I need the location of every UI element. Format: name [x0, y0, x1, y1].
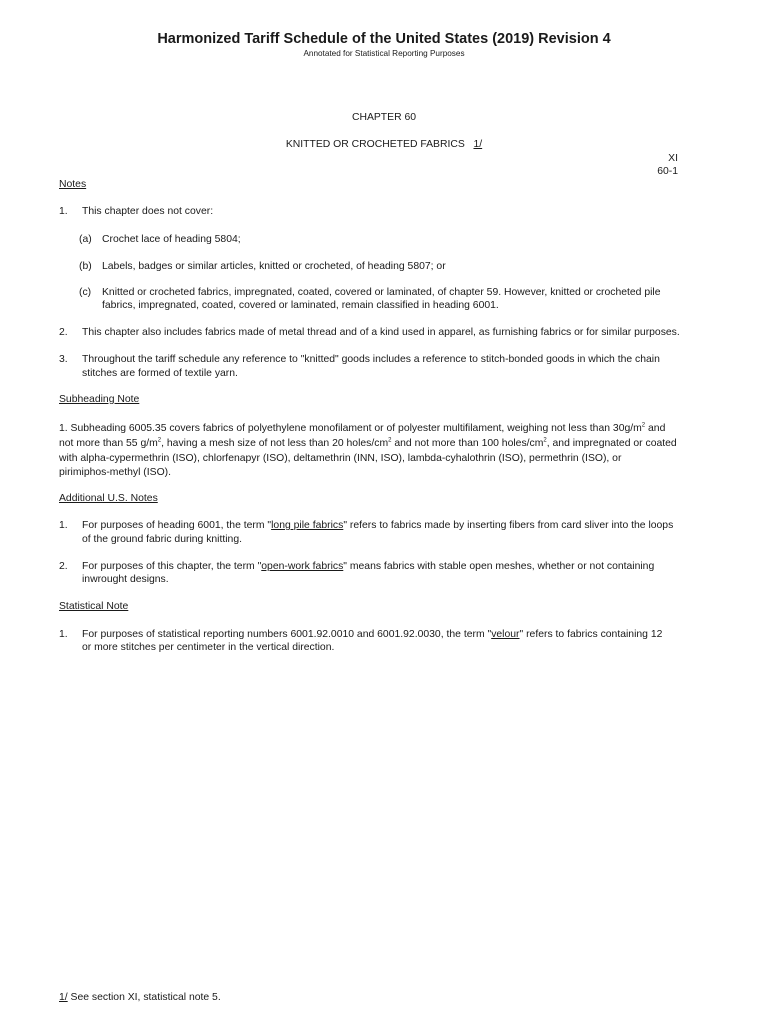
note-1a-text: Crochet lace of heading 5804; [102, 234, 241, 245]
note-1-number: 1. [59, 206, 68, 217]
note-3-line-1: Throughout the tariff schedule any reference to "knitted" goods includes a reference to stitch-bonded goods in which the chain [82, 354, 660, 365]
text-run: 1. Subheading 6005.35 covers fabrics of polyethylene monofilament or of polyester multifilament, weighing not less than 30g/m [59, 423, 642, 434]
subheading-note-line-2 [59, 437, 689, 451]
chapter-label: CHAPTER 60 [351, 112, 417, 123]
additional-note-1-number: 1. [59, 520, 68, 531]
text-run: " means fabrics with stable open meshes, whether or not containing [343, 561, 655, 572]
text-run: For purposes of this chapter, the term " [82, 561, 262, 572]
document-subtitle: Annotated for Statistical Reporting Purposes [303, 49, 465, 58]
defined-term: long pile fabrics [271, 520, 344, 531]
statistical-note-1-line-1 [82, 628, 688, 642]
note-1b-text: Labels, badges or similar articles, knitted or crocheted, of heading 5807; or [102, 261, 446, 272]
text-run: " refers to fabrics made by inserting fibers from card sliver into the loops [343, 520, 674, 531]
section-number: XI [668, 153, 678, 164]
subheading-note-heading: Subheading Note [59, 394, 140, 405]
chapter-name: KNITTED OR CROCHETED FABRICS [285, 139, 465, 150]
additional-us-notes-heading: Additional U.S. Notes [59, 493, 158, 504]
superscript: 2 [641, 422, 646, 429]
chapter-footnote-ref: 1/ [473, 139, 483, 150]
text-run: " refers to fabrics containing 12 [519, 629, 663, 640]
text-run: , and impregnated or coated [546, 438, 677, 449]
footnote [59, 991, 221, 1005]
additional-note-2-line-1 [82, 560, 688, 574]
statistical-note-heading: Statistical Note [59, 601, 129, 612]
text-run: not more than 55 g/m [59, 438, 158, 449]
note-3-line-2: stitches are formed of textile yarn. [82, 368, 238, 379]
note-1-text: This chapter does not cover: [82, 206, 214, 217]
page-number: 60-1 [657, 166, 678, 177]
superscript: 2 [157, 437, 162, 444]
note-1a-label: (a) [79, 234, 92, 245]
text-run: and not more than 100 holes/cm [391, 438, 544, 449]
note-1c-line-1: Knitted or crocheted fabrics, impregnated, coated, covered or laminated, of chapter 59. However, knitted or crocheted pile [102, 287, 661, 298]
text-run: For purposes of heading 6001, the term " [82, 520, 272, 531]
note-2-text: This chapter also includes fabrics made of metal thread and of a kind used in apparel, as furnishing fabrics or for similar purposes. [82, 327, 680, 338]
text-run: , having a mesh size of not less than 20 holes/cm [161, 438, 389, 449]
note-2-number: 2. [59, 327, 68, 338]
statistical-note-1-number: 1. [59, 629, 68, 640]
defined-term: velour [491, 629, 520, 640]
footnote-ref: 1/ [59, 992, 68, 1003]
subheading-note-line-1 [59, 422, 689, 436]
document-title: Harmonized Tariff Schedule of the United States (2019) Revision 4 [157, 31, 611, 47]
text-run: For purposes of statistical reporting numbers 6001.92.0010 and 6001.92.0030, the term " [82, 629, 492, 640]
chapter-title [0, 138, 768, 152]
notes-heading: Notes [59, 179, 87, 190]
statistical-note-1-line-2: or more stitches per centimeter in the vertical direction. [82, 642, 335, 653]
defined-term: open-work fabrics [261, 561, 344, 572]
note-1c-line-2: fabrics, impregnated, coated, covered or laminated, remain classified in heading 6001. [102, 300, 499, 311]
superscript: 2 [388, 437, 392, 444]
additional-note-2-number: 2. [59, 561, 68, 572]
subheading-note-line-3: with alpha-cypermethrin (ISO), chlorfenapyr (ISO), deltamethrin (INN, ISO), lambda-cyhalothrin (ISO), permethrin (ISO), or [59, 453, 622, 464]
text-run: and [645, 423, 666, 434]
additional-note-1-line-2: of the ground fabric during knitting. [82, 534, 242, 545]
note-1b-label: (b) [79, 261, 92, 272]
note-3-number: 3. [59, 354, 68, 365]
subheading-note-line-4: pirimiphos-methyl (ISO). [59, 467, 172, 478]
additional-note-2-line-2: inwrought designs. [82, 574, 169, 585]
additional-note-1-line-1 [82, 519, 688, 533]
superscript: 2 [543, 437, 547, 444]
note-1c-label: (c) [79, 287, 92, 298]
footnote-text: See section XI, statistical note 5. [67, 992, 221, 1003]
